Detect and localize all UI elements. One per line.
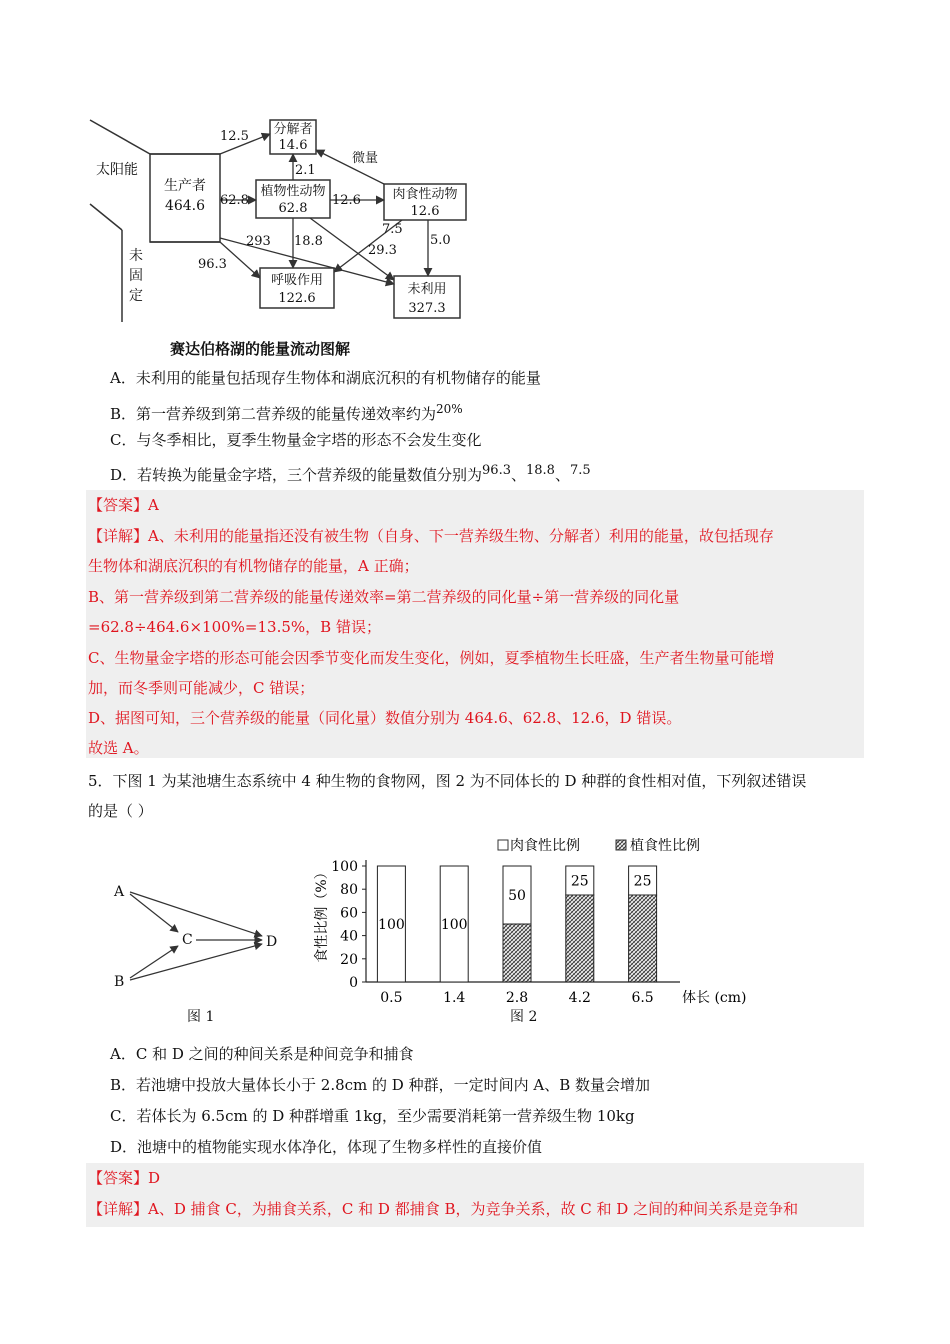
chart-legend bbox=[498, 837, 700, 854]
energy-flow-diagram bbox=[80, 108, 480, 358]
flow-herb-carn: 12.6 bbox=[332, 193, 361, 208]
q4-option-d-v2: 18.8 bbox=[526, 463, 555, 478]
sun-label: 太阳能 bbox=[96, 162, 138, 178]
q5-detail-line-1: 【详解】A、D 捕食 C，为捕食关系，C 和 D 都捕食 B，为竞争关系，故 C 和 D 之间的种间关系是竞争和 bbox=[88, 1200, 799, 1218]
decomposer-value: 14.6 bbox=[278, 138, 308, 153]
flow-p-decomp: 12.5 bbox=[220, 129, 249, 144]
legend-herbivore: 植食性比例 bbox=[630, 838, 700, 854]
chart-x-tick-label-0.5: 0.5 bbox=[380, 990, 403, 1006]
q4-answer: 【答案】A bbox=[88, 496, 159, 514]
energy-diagram-caption: 赛达伯格湖的能量流动图解 bbox=[170, 340, 351, 358]
q4-option-c: C．与冬季相比，夏季生物量金字塔的形态不会发生变化 bbox=[110, 431, 482, 449]
flow-p-resp: 96.3 bbox=[198, 257, 227, 272]
q4-detail-line-7: D、据图可知，三个营养级的能量（同化量）数值分别为 464.6、62.8、12.6，D 错误。 bbox=[88, 709, 682, 727]
q4-detail-line-4: =62.8÷464.6×100%=13.5%，B 错误； bbox=[88, 618, 381, 636]
food-web-node-a: A bbox=[114, 884, 125, 900]
carnivore-value: 12.6 bbox=[410, 204, 440, 219]
chart-y-tick-label-20: 20 bbox=[340, 951, 358, 968]
figure-2-caption: 图 2 bbox=[510, 1009, 538, 1025]
bar-herbivore-2.8 bbox=[503, 924, 531, 982]
carnivore-name: 肉食性动物 bbox=[392, 187, 458, 202]
chart-x-axis-label: 体长 (cm) bbox=[682, 990, 747, 1006]
herbivore-name: 植物性动物 bbox=[260, 184, 326, 199]
q4-detail-line-1: 【详解】A、未利用的能量指还没有被生物（自身、下一营养级生物、分解者）利用的能量，故包括现存 bbox=[88, 527, 774, 545]
unused-value: 327.3 bbox=[408, 301, 446, 316]
bar-data-label-2.8: 50 bbox=[508, 888, 526, 904]
chart-y-tick-label-100: 100 bbox=[331, 859, 358, 875]
food-web-figure bbox=[104, 872, 294, 1002]
q5-option-d: D．池塘中的植物能实现水体净化，体现了生物多样性的直接价值 bbox=[110, 1138, 543, 1156]
q5-stem-line-1: 5．下图 1 为某池塘生态系统中 4 种生物的食物网，图 2 为不同体长的 D 种群的食性相对值，下列叙述错误 bbox=[88, 772, 807, 790]
chart-x-tick-label-4.2: 4.2 bbox=[568, 990, 591, 1006]
bar-data-label-0.5: 100 bbox=[378, 917, 405, 933]
chart-x-tick-label-2.8: 2.8 bbox=[505, 990, 529, 1006]
flow-carn-resp: 7.5 bbox=[382, 222, 403, 237]
flow-carn-decomp: 微量 bbox=[352, 151, 379, 166]
q4-detail-line-2: 生物体和湖底沉积的有机物储存的能量，A 正确； bbox=[88, 557, 419, 575]
food-web-node-b: B bbox=[114, 974, 125, 990]
q5-option-b: B．若池塘中投放大量体长小于 2.8cm 的 D 种群，一定时间内 A、B 数量会增加 bbox=[110, 1076, 650, 1094]
q4-option-d-v1: 96.3 bbox=[482, 463, 511, 478]
bar-data-label-4.2: 25 bbox=[570, 873, 589, 890]
bar-herbivore-6.5 bbox=[629, 895, 657, 982]
chart-y-tick-label-60: 60 bbox=[340, 905, 358, 922]
decomposer-name: 分解者 bbox=[273, 122, 313, 137]
respiration-value: 122.6 bbox=[278, 291, 316, 306]
figure-1-caption: 图 1 bbox=[187, 1009, 215, 1025]
q4-detail-line-3: B、第一营养级到第二营养级的能量传递效率=第二营养级的同化量÷第一营养级的同化量 bbox=[88, 588, 680, 606]
chart-x-tick-label-6.5: 6.5 bbox=[631, 990, 654, 1006]
q4-option-a: A．未利用的能量包括现存生物体和湖底沉积的有机物储存的能量 bbox=[110, 369, 541, 387]
producer-name: 生产者 bbox=[164, 178, 206, 194]
unfixed-label-2: 固 bbox=[129, 268, 143, 284]
flow-herb-decomp: 2.1 bbox=[295, 163, 316, 178]
q4-detail-line-8: 故选 A。 bbox=[88, 739, 149, 757]
q5-answer: 【答案】D bbox=[88, 1169, 161, 1187]
bar-data-label-6.5: 25 bbox=[633, 873, 652, 890]
unused-name: 未利用 bbox=[407, 282, 447, 297]
q4-option-b: B．第一营养级到第二营养级的能量传递效率约为$^{20\%}$ bbox=[110, 402, 463, 423]
q4-option-d: D．若转换为能量金字塔，三个营养级的能量数值分别为$^{96.3}$、$^{18.8}$、$^{7.5}$ bbox=[110, 463, 591, 484]
flow-p-unused: 293 bbox=[246, 234, 271, 249]
producer-value: 464.6 bbox=[164, 198, 206, 214]
bar-herbivore-4.2 bbox=[566, 895, 594, 982]
flow-p-herb: 62.8 bbox=[220, 193, 249, 208]
q4-detail-line-6: 加，而冬季则可能减少，C 错误； bbox=[88, 679, 315, 697]
diet-ratio-chart bbox=[300, 828, 760, 1008]
legend-carnivore: 肉食性比例 bbox=[510, 838, 580, 854]
flow-carn-unused: 5.0 bbox=[430, 233, 451, 248]
unfixed-label-1: 未 bbox=[129, 248, 143, 264]
chart-y-axis-label: 食性比例（%） bbox=[314, 865, 330, 963]
chart-y-tick-label-80: 80 bbox=[340, 882, 358, 899]
herbivore-value: 62.8 bbox=[278, 201, 308, 216]
q5-stem-line-2: 的是（ ） bbox=[88, 802, 153, 820]
chart-x-tick-label-1.4: 1.4 bbox=[443, 990, 466, 1006]
q5-option-a: A．C 和 D 之间的种间关系是种间竞争和捕食 bbox=[110, 1045, 414, 1063]
unfixed-label-3: 定 bbox=[129, 288, 143, 304]
food-web-node-d: D bbox=[266, 934, 278, 950]
bar-data-label-1.4: 100 bbox=[440, 917, 468, 933]
q4-option-b-value: 20% bbox=[436, 402, 463, 416]
chart-y-tick-label-0: 0 bbox=[349, 975, 358, 991]
flow-herb-resp: 18.8 bbox=[294, 234, 323, 249]
q4-option-d-v3: 7.5 bbox=[569, 463, 591, 478]
q4-detail-line-5: C、生物量金字塔的形态可能会因季节变化而发生变化，例如，夏季植物生长旺盛，生产者生物量可能增 bbox=[88, 649, 775, 667]
flow-herb-unused: 29.3 bbox=[368, 243, 397, 258]
food-web-node-c: C bbox=[182, 932, 193, 948]
chart-y-tick-label-40: 40 bbox=[340, 928, 358, 945]
q5-option-c: C．若体长为 6.5cm 的 D 种群增重 1kg，至少需要消耗第一营养级生物 10kg bbox=[110, 1107, 635, 1125]
respiration-name: 呼吸作用 bbox=[270, 273, 324, 288]
